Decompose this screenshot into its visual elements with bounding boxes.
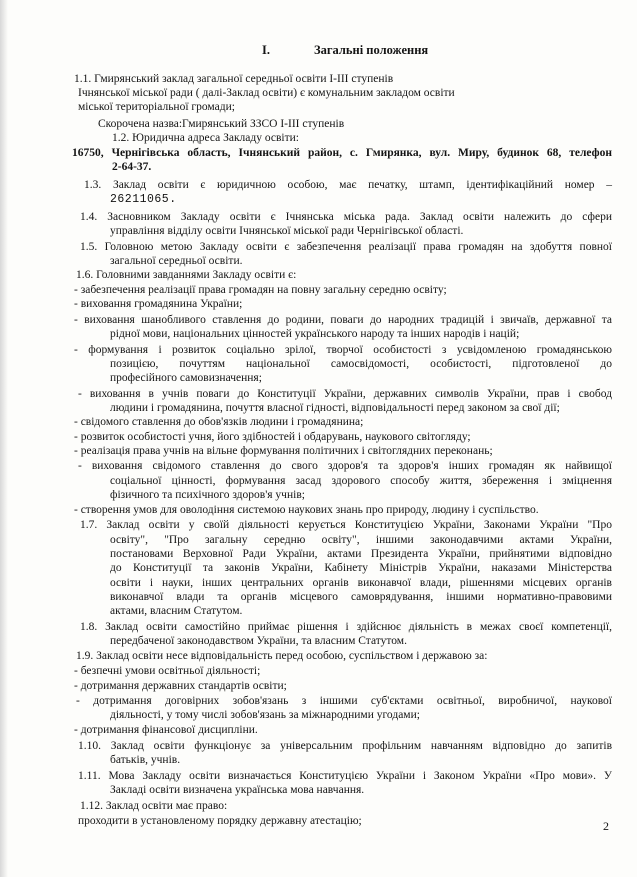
text-line: 1.11. Мова Закладу освіти визначається Конституцією України і Законом України «Про мови». У [78,770,612,782]
text-line: - безпечні умови освітньої діяльності; [74,665,261,677]
text-line: батьків, учнів. [110,754,181,766]
text-line: діяльності, у тому числі зобов'язань за міжнародними угодами; [110,709,420,721]
scan-edge-shadow [0,0,8,877]
text-line: - виховання свідомого ставлення до свого здоров'я та здоров'я інших громадян як найвищої [78,460,612,472]
text-line: 1.5. Головною метою Закладу освіти є забезпечення реалізації права громадян на здобуття повної [80,241,612,253]
text-line: людини і громадянина, почуття власної гідності, відповідальності перед законом за свої дії; [110,402,560,414]
id-number: 26211065. [110,193,177,206]
text-line: - дотримання державних стандартів освіти; [74,680,287,692]
phone-line: 2-64-37. [112,161,152,173]
text-line: 1.9. Заклад освіти несе відповідальність перед особою, суспільством і державою за: [76,650,488,662]
text-line: професійного самовизначення; [110,372,262,384]
text-line: - виховання шанобливого ставлення до родини, поваги до народних традицій і звичаїв, державної та [74,314,612,326]
text-line: передбаченої законодавством України, та власним Статутом. [110,635,407,647]
text-line: - реалізація права учнів на вільне формування політичних і світоглядних переконань; [74,445,493,457]
text-line: рідної мови, національних цінностей українського народу та інших народів і націй; [110,328,520,340]
text-line: - забезпечення реалізації права громадян на повну загальну середню освіту; [74,284,447,296]
text-line: загальної середньої освіти. [110,255,243,267]
text-line: Закладі освіти визначена українська мова навчання. [110,784,365,796]
text-line: 1.1. Гмирянський заклад загальної середньої освіти І-ІІІ ступенів [74,73,394,85]
text-line: - створення умов для оволодіння системою наукових знань про природу, людину і суспільство. [74,504,539,516]
text-line: 1.4. Засновником Закладу освіти є Ічнянська міська рада. Заклад освіти належить до сфери [80,211,612,223]
text-line: 1.3. Заклад освіти є юридичною особою, має печатку, штамп, ідентифікаційний номер – [84,179,612,191]
text-line: постановами Верховної Ради України, актами Президента України, прийнятими відповідно [110,548,612,560]
text-line: фізичного та психічного здоров'я учнів; [110,489,305,501]
section-heading [0,43,637,59]
text-line: міської територіальної громади; [78,101,235,113]
text-line: управління відділу освіти Ічнянської міської ради Чернігівської області. [110,225,464,237]
text-line: - свідомого ставлення до обов'язків людини і громадянина; [74,416,364,428]
text-line: 1.12. Заклад освіти має право: [80,800,228,812]
text-line: освіти і науки, інших центральних органів виконавчої влади, рішеннями місцевих органів [110,577,612,589]
text-line: Скорочена назва:Гмирянський ЗЗСО І-ІІІ ступенів [98,118,345,130]
text-line: актами, власним Статутом. [110,605,243,617]
text-line: позицією, почуттям національної самосвідомості, особистості, підготовленої до [110,358,612,370]
section-number: I. [262,43,270,57]
text-line: Ічнянської міської ради ( далі-Заклад освіти) є комунальним закладом освіти [78,87,455,99]
address-line: 16750, Чернігівська область, Ічнянський район, с. Гмирянка, вул. Миру, будинок 68, телефон [72,147,612,159]
text-line: соціальної цінності, формування засад здорового способу життя, збереження і зміцнення [110,475,612,487]
page-number: 2 [603,819,609,833]
text-line: - дотримання фінансової дисципліни. [74,724,258,736]
text-line: 1.10. Заклад освіти функціонує за універсальним профільним навчанням відповідно до запитів [78,740,612,752]
text-line: виконавчої влади та органів місцевого самоврядування, іншими нормативно-правовими [110,591,612,603]
text-line: - розвиток особистості учня, його здібностей і обдарувань, наукового світогляду; [74,431,471,443]
text-line: до Конституції та законів України, Кабінету Міністрів України, наказами Міністерства [110,562,612,574]
text-line: 1.8. Заклад освіти самостійно приймає рішення і здійснює діяльність в межах своєї компетенції, [80,621,612,633]
text-line: проходити в установленому порядку державну атестацію; [78,815,362,827]
text-line: 1.7. Заклад освіти у своїй діяльності керується Конституцією України, Законами України "Про [80,519,612,531]
text-line: 1.6. Головними завданнями Закладу освіти є: [76,269,297,281]
text-line: - дотримання договірних зобов'язань з іншими суб'єктами освітньої, виробничої, наукової [76,695,612,707]
text-line: освіту", "Про загальну середню освіту", іншими законодавчими актами України, [110,534,612,546]
section-title: Загальні положення [314,43,429,57]
text-line: 1.2. Юридична адреса Закладу освіти: [112,132,300,144]
text-line: - виховання в учнів поваги до Конституції України, державних символів України, прав і свобод [78,388,612,400]
text-line: - виховання громадянина України; [74,298,243,310]
text-line: - формування і розвиток соціально зрілої, творчої особистості з усвідомленою громадянською [74,344,612,356]
